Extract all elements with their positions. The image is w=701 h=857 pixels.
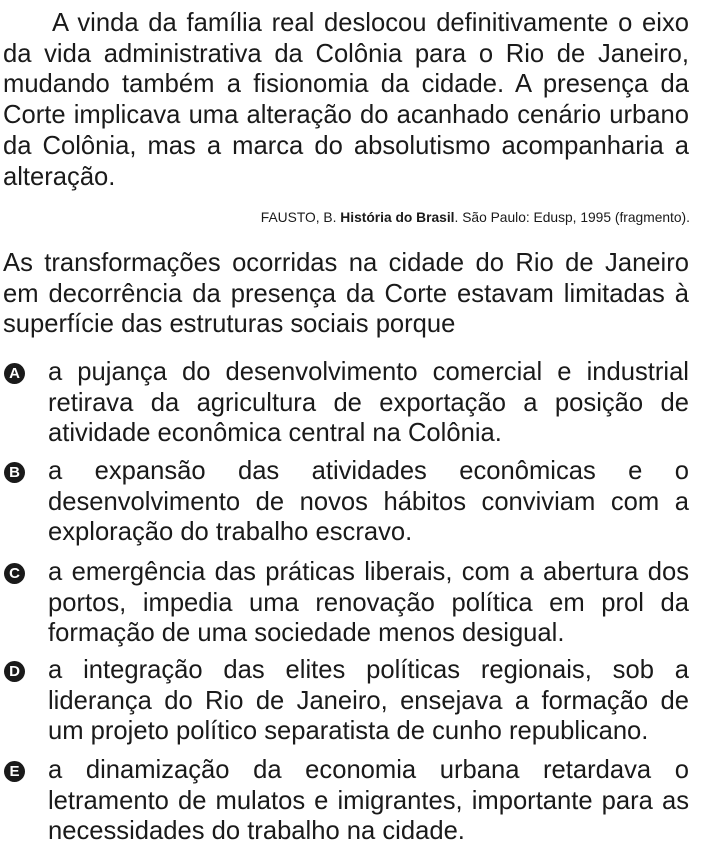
option-e-badge: E <box>4 761 25 782</box>
option-e-text: a dinamização da economia urbana retardava o letramento de mulatos e imigrantes, importante para as necessidades do trabalho na cidade. <box>48 756 689 846</box>
question-stem: As transformações ocorridas na cidade do Rio de Janeiro em decorrência da presença da Corte estavam limitadas à superfície das estruturas sociais porque <box>3 249 689 339</box>
source-author: FAUSTO, B. <box>260 210 341 225</box>
option-b-badge: B <box>4 462 25 483</box>
option-b-text: a expansão das atividades econômicas e o desenvolvimento de novos hábitos conviviam com a exploração do trabalho escravo. <box>48 457 689 547</box>
option-d-badge: D <box>4 661 25 682</box>
source-citation <box>261 209 690 227</box>
option-a-text: a pujança do desenvolvimento comercial e industrial retirava da agricultura de exportação a posição de atividade econômica central na Colônia. <box>48 358 689 448</box>
passage-text: A vinda da família real deslocou definitivamente o eixo da vida administrativa da Colônia para o Rio de Janeiro, mudando também a fisionomia da cidade. A presença da Corte implicava uma alteração do acanhado cenário urbano da Colônia, mas a marca do absolutismo acompanharia a alteração. <box>3 9 689 191</box>
option-d-text: a integração das elites políticas regionais, sob a liderança do Rio de Janeiro, ensejava a formação de um projeto político separatista de cunho republicano. <box>48 656 689 746</box>
option-a-badge: A <box>4 363 25 384</box>
source-title: História do Brasil <box>340 210 455 225</box>
source-details: . São Paulo: Edusp, 1995 (fragmento). <box>454 210 690 225</box>
option-c-text: a emergência das práticas liberais, com a abertura dos portos, impedia uma renovação política em prol da formação de uma sociedade menos desigual. <box>48 558 689 648</box>
option-c-badge: C <box>4 563 25 584</box>
